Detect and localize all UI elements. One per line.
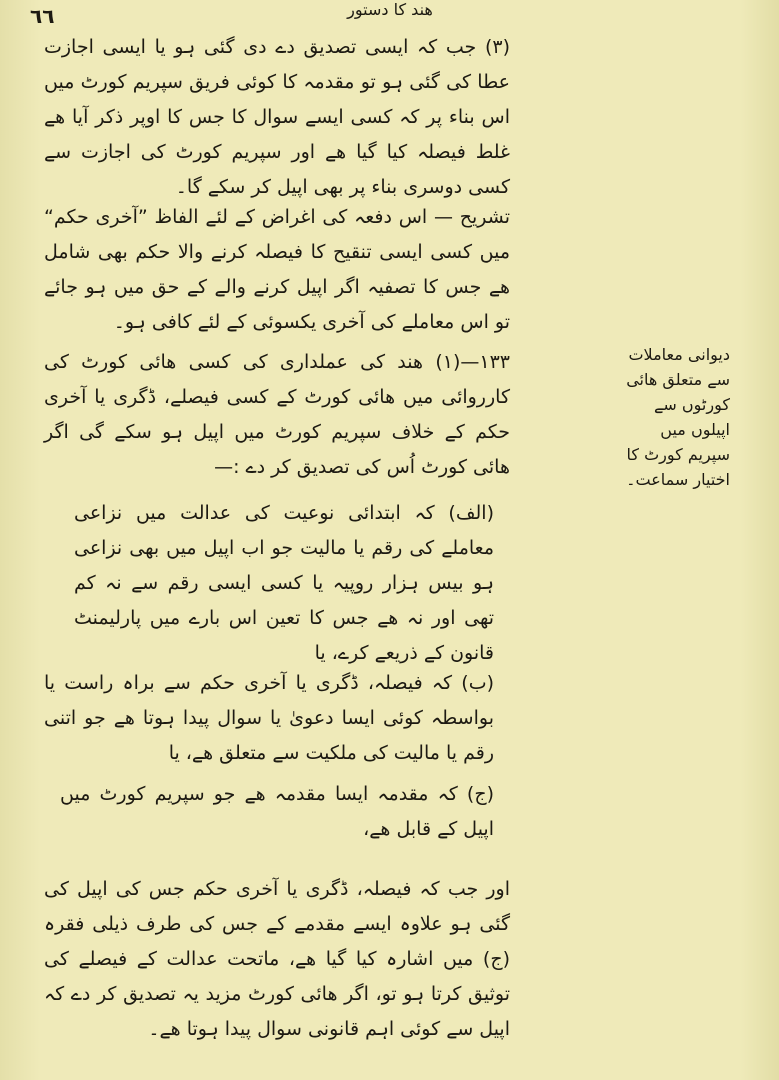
sub-clause-c: [60, 777, 494, 847]
clause-3-paragraph: [44, 30, 510, 205]
marginal-note-line: اپیلوں میں: [660, 420, 730, 439]
article-133-text: ١٣٣—(١) ھند کی عملداری کی کسی ھائی کورٹ کی کارروائی میں ھائی کورٹ کے کسی فیصلے، ڈگری یا آخری حکم کے خلاف سپریم کورٹ میں اپیل ہو سکے گی اگر ھائی کورٹ اُس کی تصدیق کر دے :—: [44, 351, 510, 478]
closing-paragraph: [44, 872, 510, 1047]
marginal-note-line: اختیار سماعت۔: [626, 470, 730, 489]
explanation-text: تشریح — اس دفعہ کی اغراض کے لئے الفاظ ”آخری حکم“ میں کسی ایسی تنقیح کا فیصلہ کرنے والا حکم بھی شامل ھے جس کا تصفیہ اگر اپیل کرنے والے کے حق میں ہو جائے تو اس معاملے کی آخری یکسوئی کے لئے کافی ہو۔: [44, 206, 510, 333]
marginal-note-line: سپریم کورٹ کا: [626, 445, 730, 464]
sub-clause-a-text: (الف) کہ ابتدائی نوعیت کی عدالت میں نزاعی معاملے کی رقم یا مالیت جو اب اپیل میں بھی نزاعی ہو بیس ہزار روپیہ یا کسی ایسی رقم سے نہ کم تھی اور نہ ھے جس کا تعین اس بارے میں پارلیمنٹ قانون کے ذریعے کرے، یا: [74, 502, 494, 664]
page-number: ٦٦: [30, 4, 55, 28]
sub-clause-a: [74, 496, 494, 671]
running-head: ھند کا دستور: [347, 0, 433, 19]
clause-3-text: (٣) جب کہ ایسی تصدیق دے دی گئی ہو یا ایسی اجازت عطا کی گئی ہو تو مقدمہ کا کوئی فریق سپریم کورٹ میں اس بناء پر کہ کسی ایسے سوال کا جس کا اوپر ذکر آیا ھے غلط فیصلہ کیا گیا ھے اور سپریم کورٹ کی اجازت سے کسی دوسری بناء پر بھی اپیل کر سکے گا۔: [44, 36, 510, 198]
explanation-paragraph: [44, 200, 510, 340]
closing-text: اور جب کہ فیصلہ، ڈگری یا آخری حکم جس کی اپیل کی گئی ہو علاوہ ایسے مقدمے کے جس کی طرف ذیلی فقرہ (ج) میں اشارہ کیا گیا ھے، ماتحت عدالت کے فیصلے کی توثیق کرتا ہو تو، اگر ھائی کورٹ مزید یہ تصدیق کر دے کہ اپیل سے کوئی اہم قانونی سوال پیدا ہوتا ھے۔: [44, 878, 510, 1040]
sub-clause-b: [44, 666, 494, 771]
marginal-note-line: سے متعلق ھائی: [626, 370, 730, 389]
marginal-note-line: کورٹوں سے: [654, 395, 730, 414]
sub-clause-b-text: (ب) کہ فیصلہ، ڈگری یا آخری حکم سے براہ راست یا بواسطہ کوئی ایسا دعویٰ یا سوال پیدا ہوتا ھے جو اتنی رقم یا مالیت کی ملکیت سے متعلق ھے، یا: [44, 672, 494, 764]
marginal-note-line: دیوانی معاملات: [628, 345, 730, 364]
article-133-paragraph: [44, 345, 510, 485]
sub-clause-c-text: (ج) کہ مقدمہ ایسا مقدمہ ھے جو سپریم کورٹ میں اپیل کے قابل ھے،: [60, 783, 494, 840]
marginal-note: [555, 342, 730, 492]
